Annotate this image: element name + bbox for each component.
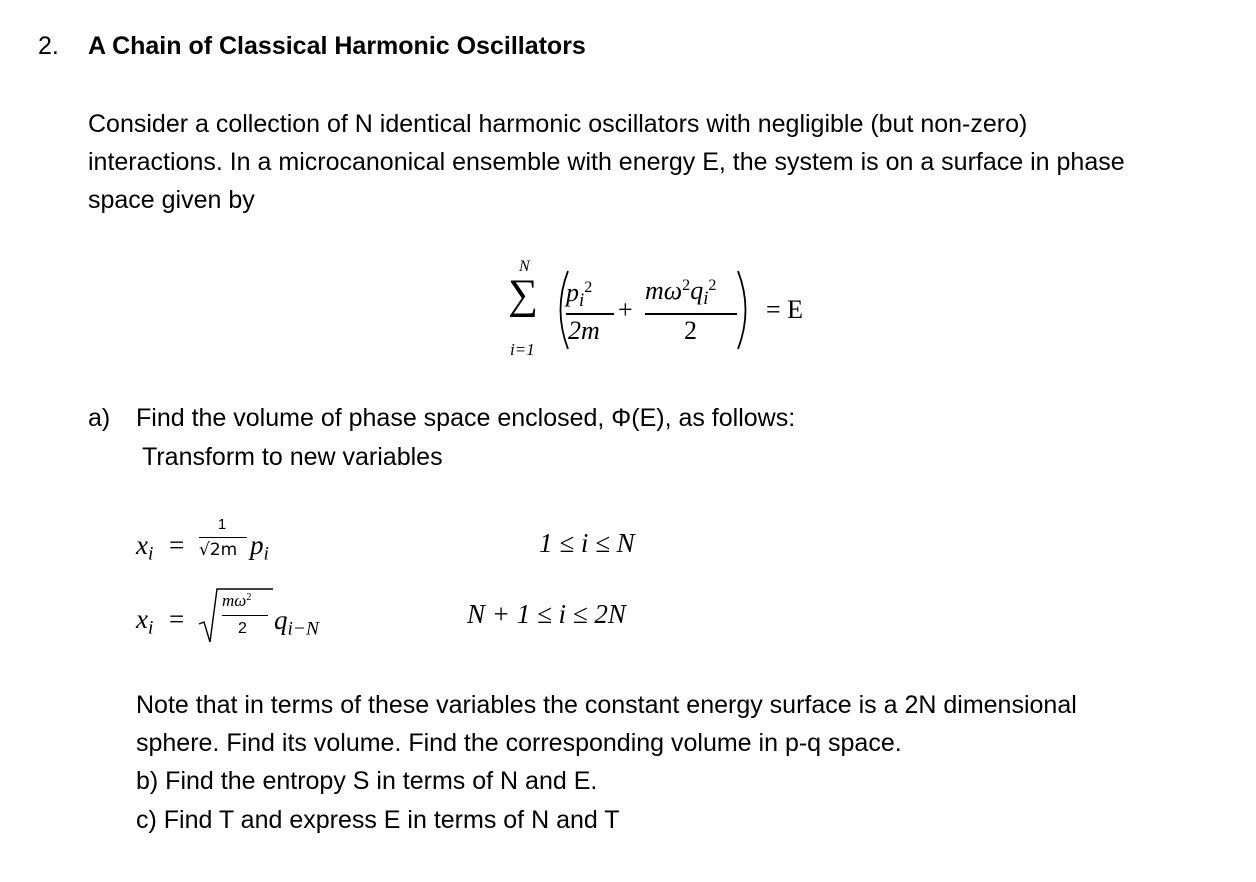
part-b: b) Find the entropy S in terms of N and E. <box>136 767 598 795</box>
eq1-coefficient-denominator: √2m <box>199 540 238 560</box>
term2-denominator: 2 <box>684 316 697 345</box>
equation-rhs: = E <box>766 295 804 324</box>
eq2-range: N + 1 ≤ i ≤ 2N <box>467 599 626 629</box>
eq1-coefficient-numerator: 1 <box>217 516 227 533</box>
part-a-line-1: Find the volume of phase space enclosed, Φ(E), as follows: <box>136 404 796 432</box>
intro-line-3: space given by <box>88 186 255 214</box>
term1-denominator: 2m <box>568 316 600 345</box>
term1-fraction-bar <box>566 313 614 315</box>
note-line-2: sphere. Find its volume. Find the corresponding volume in p-q space. <box>136 729 902 757</box>
sum-upper-limit: N <box>519 258 530 275</box>
summation-symbol: ∑ <box>508 272 538 318</box>
eq2-variable: $q_{i-N}$ <box>274 605 319 640</box>
problem-title: A Chain of Classical Harmonic Oscillators <box>88 32 586 60</box>
eq2-lhs: $x_i$ <box>136 604 154 639</box>
eq1-equals: = <box>169 530 185 560</box>
sum-lower-limit: i=1 <box>510 340 535 359</box>
intro-line-2: interactions. In a microcanonical ensemble with energy E, the system is on a surface in phase <box>88 148 1125 176</box>
eq1-fraction-bar <box>199 537 247 538</box>
term1-numerator: $p_i^2$ <box>566 278 593 312</box>
note-line-1: Note that in terms of these variables the constant energy surface is a 2N dimensional <box>136 691 1077 719</box>
eq1-range: 1 ≤ i ≤ N <box>539 528 635 558</box>
part-c: c) Find T and express E in terms of N and T <box>136 806 620 834</box>
term2-numerator: $m\omega^2q_i^2$ <box>645 276 717 310</box>
right-parenthesis <box>734 268 756 352</box>
part-a-label: a) <box>88 404 111 432</box>
eq1-variable: $p_i$ <box>250 530 269 565</box>
intro-line-1: Consider a collection of N identical harmonic oscillators with negligible (but non-zero) <box>88 110 1028 138</box>
problem-number: 2. <box>38 32 59 60</box>
plus-sign: + <box>618 295 633 324</box>
eq2-coefficient-denominator: 2 <box>238 620 247 637</box>
eq2-fraction-bar <box>222 615 268 616</box>
eq2-coefficient-numerator: $m\omega^2$ <box>222 591 252 610</box>
eq2-equals: = <box>169 604 185 634</box>
term2-fraction-bar <box>645 313 737 315</box>
part-a-line-2: Transform to new variables <box>142 443 443 471</box>
eq1-lhs: $x_i$ <box>136 530 154 565</box>
